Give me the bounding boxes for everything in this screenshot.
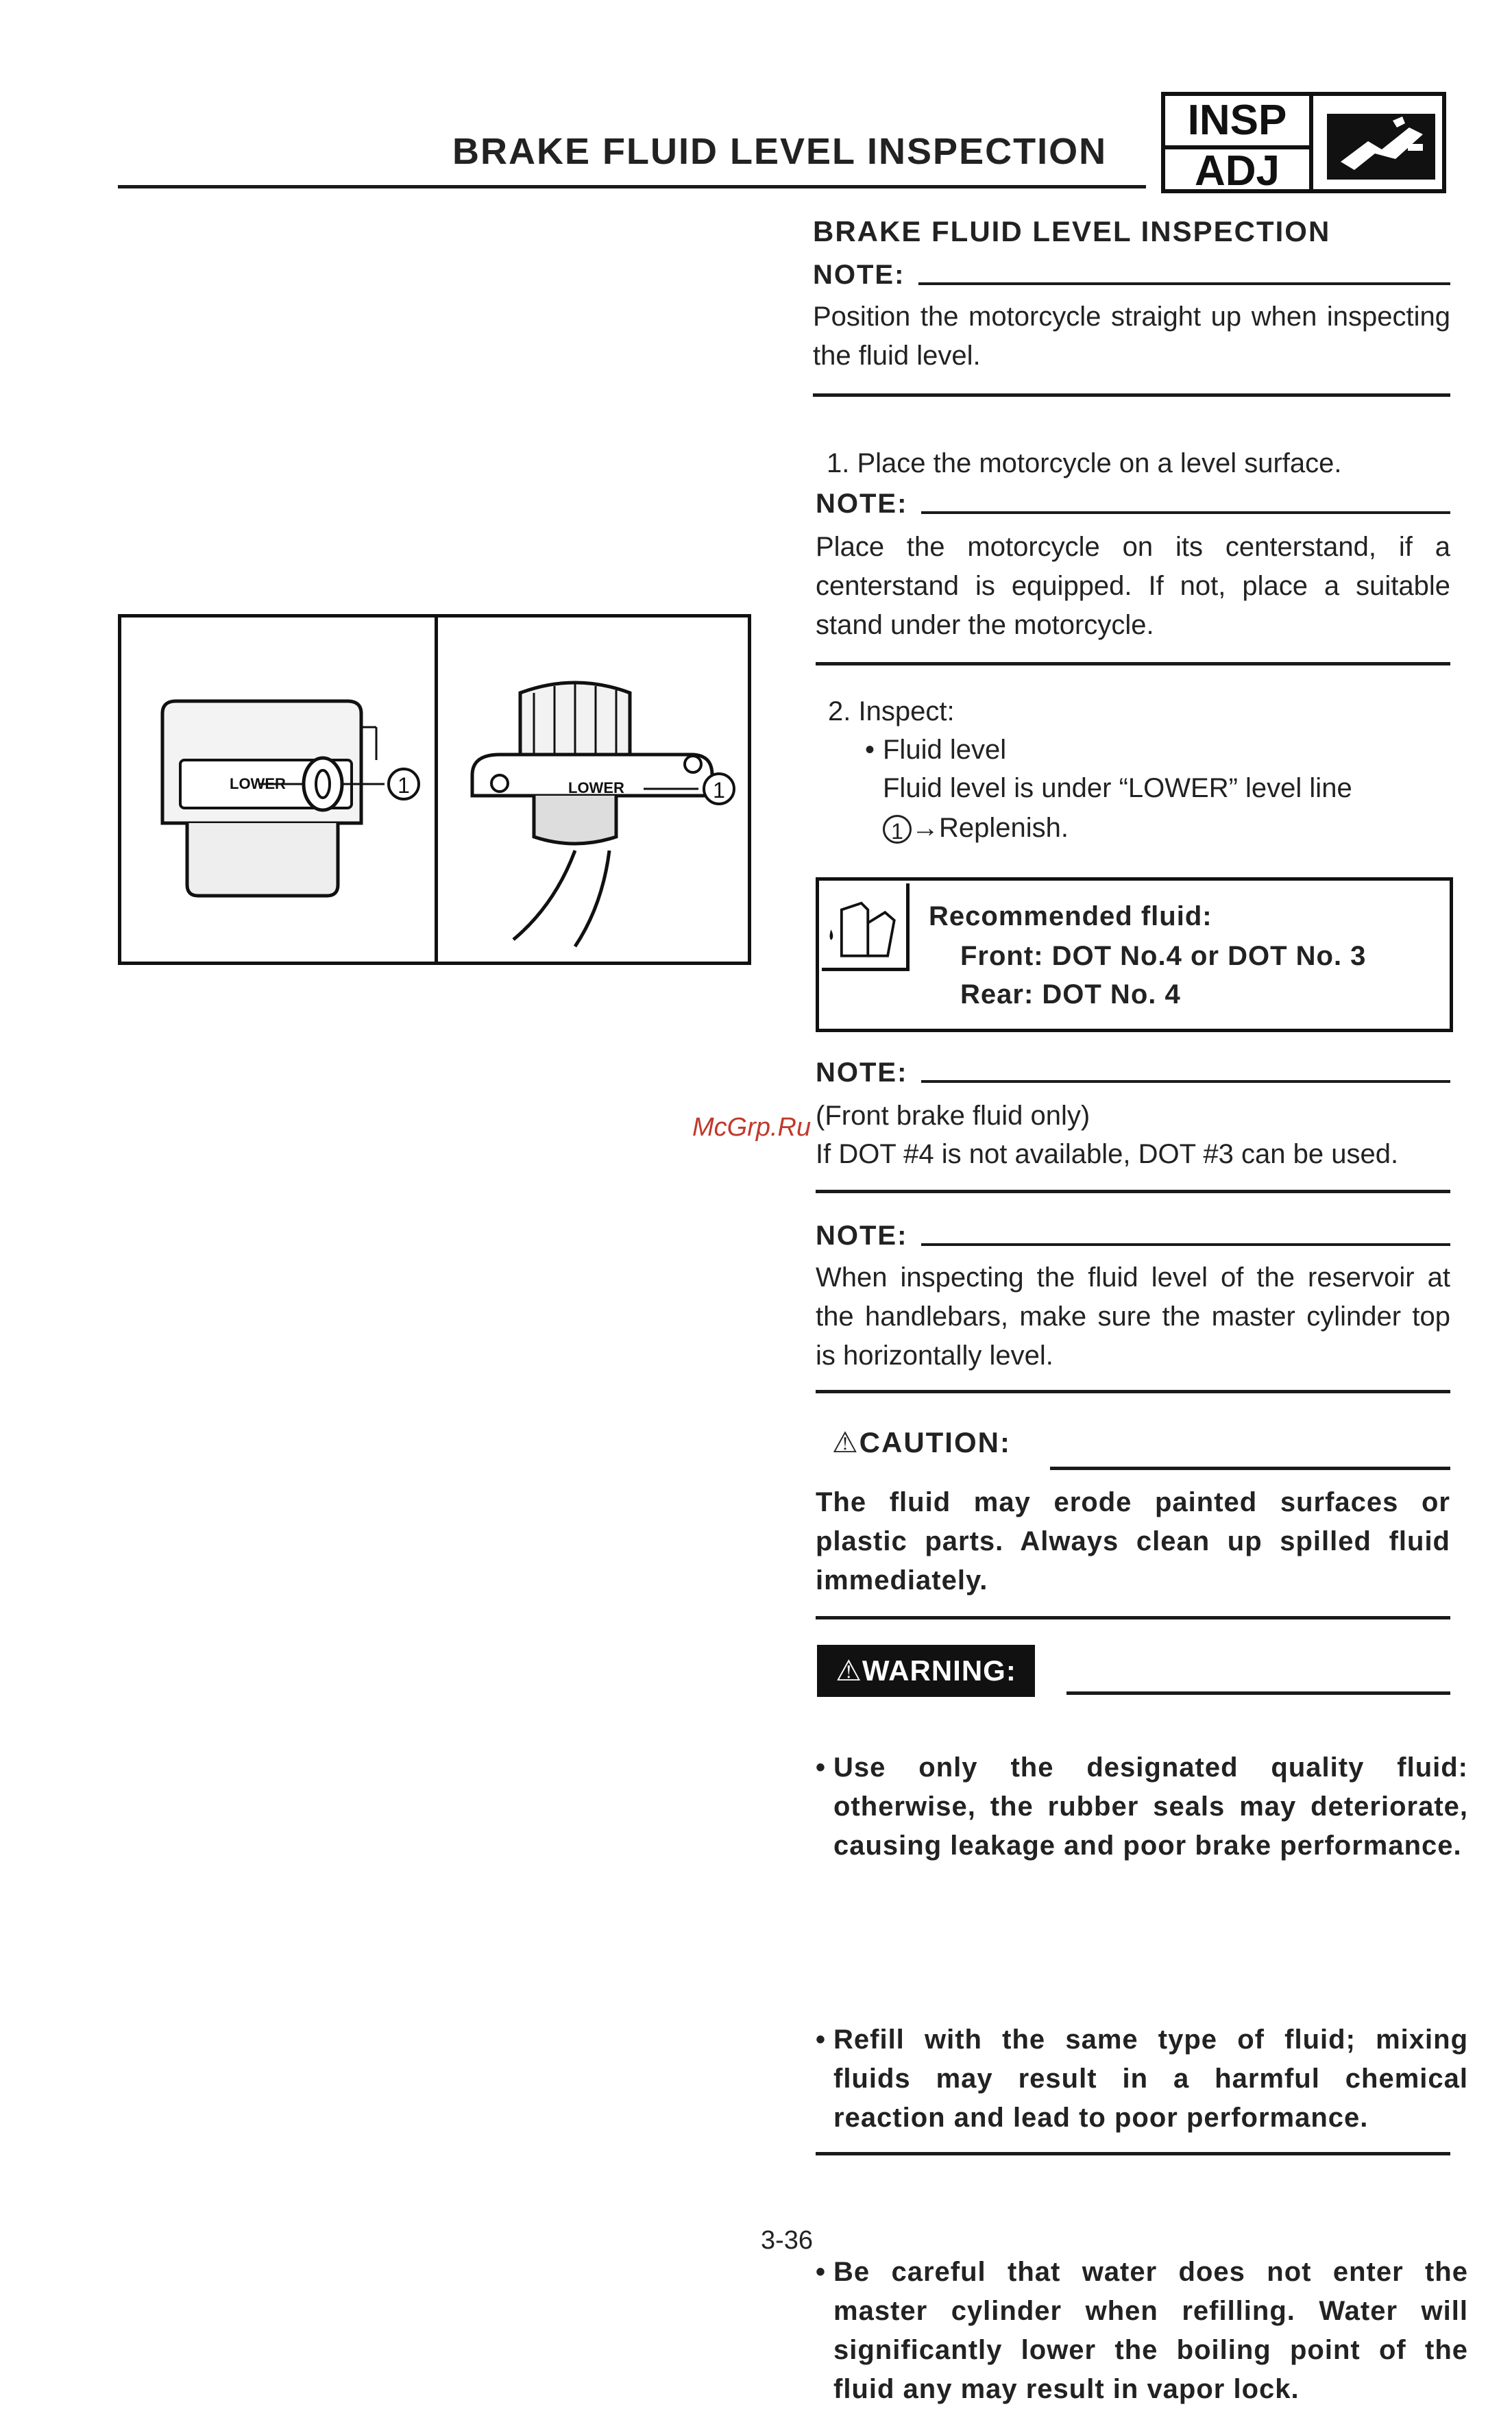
step-1-note-label: NOTE: bbox=[816, 489, 908, 519]
step-2-detail-2 bbox=[883, 809, 1450, 848]
replenish-text: →Replenish. bbox=[912, 813, 1069, 843]
badge-insp-text: INSP bbox=[1187, 97, 1287, 144]
watermark: McGrp.Ru bbox=[692, 1113, 812, 1142]
note-1-end-rule bbox=[813, 393, 1450, 397]
note-3-line bbox=[921, 1243, 1450, 1246]
page-header-title: BRAKE FLUID LEVEL INSPECTION bbox=[452, 131, 1108, 172]
caution-line bbox=[1050, 1467, 1450, 1470]
note-2-end-rule bbox=[816, 1190, 1450, 1193]
warning-end-rule bbox=[816, 2152, 1450, 2155]
left-lower-label: LOWER bbox=[230, 775, 286, 792]
warning-item-3: • Be careful that water does not enter the master cylinder when refilling. Water will significantly lower the boiling point of the fluid any may result in vapor lock. bbox=[816, 2253, 1468, 2409]
caution-text: The fluid may erode painted surfaces or plastic parts. Always clean up spilled fluid immediately. bbox=[816, 1487, 1450, 1595]
note-1-text: Position the motorcycle straight up when inspecting the fluid level. bbox=[813, 302, 1450, 371]
note-1-label: NOTE: bbox=[813, 260, 905, 290]
warning-line bbox=[1066, 1691, 1450, 1695]
rear-reservoir-drawing bbox=[121, 617, 435, 962]
left-callout-number: 1 bbox=[398, 773, 410, 798]
page-number: 3-36 bbox=[761, 2226, 814, 2255]
wrench-hand-icon bbox=[1327, 114, 1435, 180]
step-2-text: 2. Inspect: bbox=[828, 696, 955, 726]
note-3-label: NOTE: bbox=[816, 1221, 908, 1251]
warning-item-2: • Refill with the same type of fluid; mixing fluids may result in a harmful chemical reaction and lead to poor performance. bbox=[816, 2020, 1468, 2138]
badge-divider bbox=[1309, 96, 1313, 189]
fluid-front: Front: DOT No.4 or DOT No. 3 bbox=[960, 941, 1367, 971]
note-2-line-2: If DOT #4 is not available, DOT #3 can be used. bbox=[816, 1139, 1399, 1169]
note-2 bbox=[816, 1051, 1450, 1088]
insp-adj-badge bbox=[1161, 92, 1446, 193]
step-2-detail-1: Fluid level is under “LOWER” level line bbox=[883, 773, 1352, 803]
note-3 bbox=[816, 1214, 1450, 1251]
right-lower-label: LOWER bbox=[568, 779, 624, 796]
note-2-label: NOTE: bbox=[816, 1057, 908, 1088]
fluid-rear: Rear: DOT No. 4 bbox=[960, 979, 1181, 1010]
front-reservoir-drawing bbox=[438, 617, 748, 962]
section-title: BRAKE FLUID LEVEL INSPECTION bbox=[813, 215, 1331, 247]
note-2-line-1: (Front brake fluid only) bbox=[816, 1101, 1090, 1131]
note-3-text: When inspecting the fluid level of the reservoir at the handlebars, make sure the master cylinder top is horizontally level. bbox=[816, 1262, 1450, 1371]
note-1 bbox=[813, 254, 1450, 291]
warning-label: ⚠WARNING: bbox=[817, 1645, 1035, 1697]
fluid-heading: Recommended fluid: bbox=[929, 901, 1212, 931]
recommended-fluid-box bbox=[816, 877, 1453, 1032]
note-1-line bbox=[918, 282, 1450, 285]
step-1-text: 1. Place the motorcycle on a level surface. bbox=[827, 448, 1342, 478]
step-1-note-text: Place the motorcycle on its centerstand, if a centerstand is equipped. If not, place a suitable stand under the motorcycle. bbox=[816, 532, 1450, 640]
warning-item-1: • Use only the designated quality fluid: otherwise, the rubber seals may deteriorate, causing leakage and poor brake performance. bbox=[816, 1748, 1468, 1866]
note-3-end-rule bbox=[816, 1390, 1450, 1393]
callout-circle: 1 bbox=[883, 815, 912, 844]
oil-can-icon bbox=[822, 883, 910, 971]
badge-adj-text: ADJ bbox=[1165, 145, 1309, 193]
caution-label: ⚠CAUTION: bbox=[832, 1426, 1011, 1458]
reservoir-figure bbox=[118, 614, 751, 965]
note-2-line bbox=[921, 1080, 1450, 1083]
step-2-bullet: • Fluid level bbox=[865, 731, 1468, 770]
header-rule bbox=[118, 185, 1146, 188]
caution-end-rule bbox=[816, 1616, 1450, 1619]
step-1-note-line bbox=[921, 511, 1450, 514]
right-callout-number: 1 bbox=[713, 778, 725, 803]
step-1-note bbox=[816, 482, 1450, 519]
step-1-end-rule bbox=[816, 662, 1450, 665]
